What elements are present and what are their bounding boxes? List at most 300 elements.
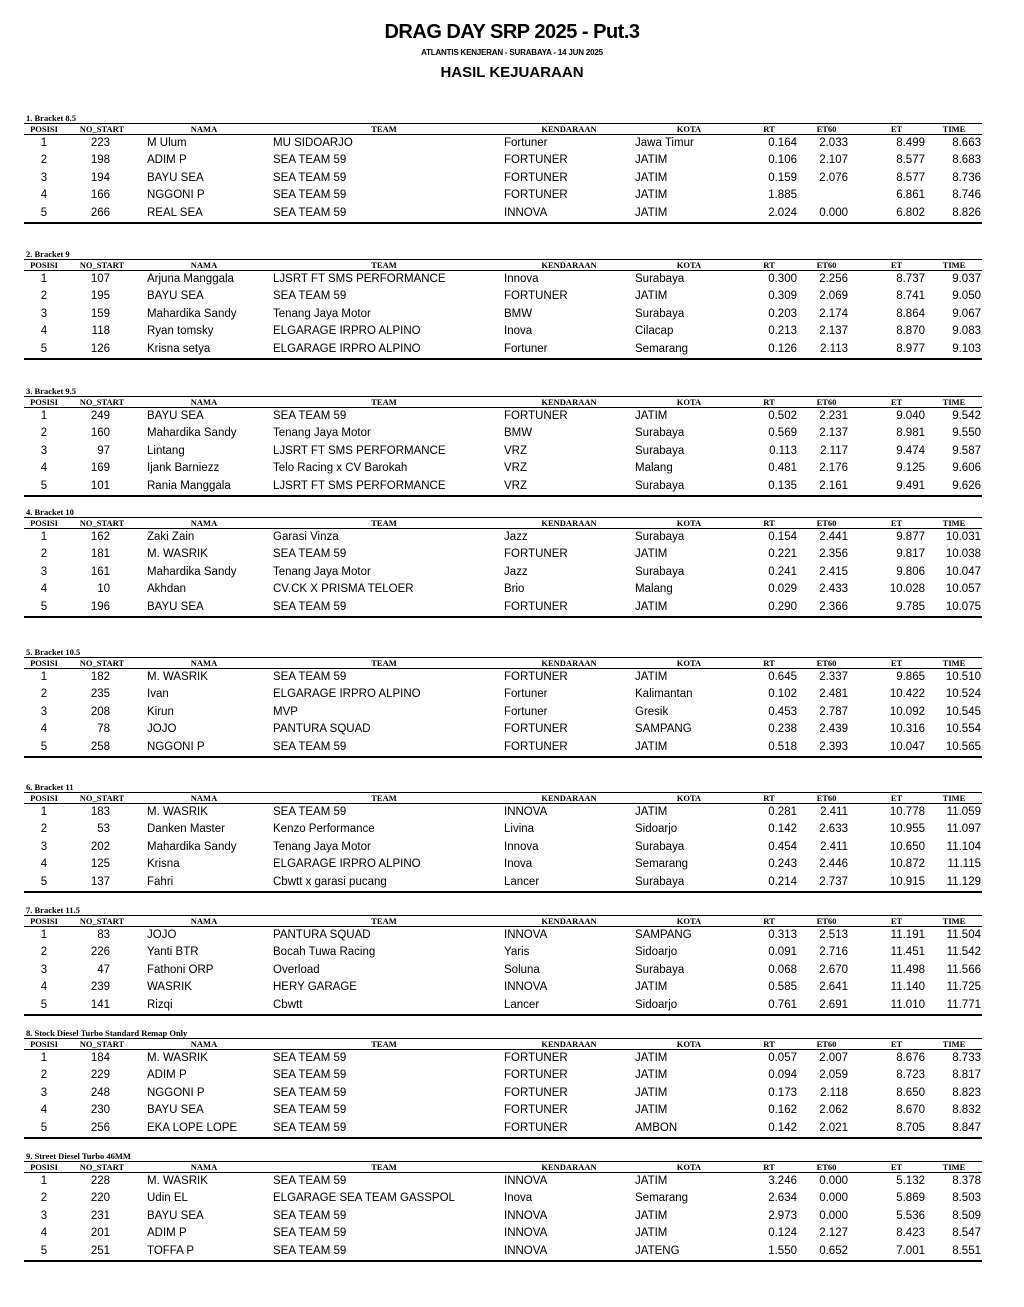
- table-row: [24, 944, 982, 961]
- header-city: KOTA: [676, 124, 702, 134]
- header-et60: ET60: [816, 916, 837, 926]
- cell-driver-name: BAYU SEA: [147, 171, 204, 184]
- cell-team: SEA TEAM 59: [273, 1052, 347, 1064]
- cell-elapsed-time: 8.705: [896, 1121, 925, 1134]
- table-row: [24, 927, 982, 944]
- cell-total-time: 11.566: [946, 963, 981, 976]
- cell-reaction-time: 3.246: [768, 1175, 797, 1187]
- cell-elapsed-time: 10.422: [889, 688, 925, 701]
- cell-start-number: 181: [90, 548, 110, 561]
- cell-city: JATIM: [635, 1104, 668, 1117]
- cell-driver-name: Ijank Barniezz: [147, 462, 220, 475]
- cell-city: Surabaya: [635, 273, 685, 285]
- cell-elapsed-time: 8.676: [896, 1052, 925, 1064]
- header-city: KOTA: [676, 518, 702, 528]
- cell-reaction-time: 0.238: [768, 723, 797, 736]
- cell-team: SEA TEAM 59: [273, 1086, 347, 1099]
- cell-team: LJSRT FT SMS PERFORMANCE: [273, 479, 446, 492]
- cell-elapsed-time: 11.010: [890, 998, 925, 1011]
- cell-start-number: 195: [90, 290, 110, 303]
- cell-et60: 2.161: [819, 479, 848, 492]
- cell-elapsed-time: 8.577: [896, 171, 925, 184]
- cell-team: SEA TEAM 59: [273, 740, 347, 753]
- cell-et60: 2.069: [819, 290, 848, 303]
- cell-et60: 2.737: [819, 875, 848, 888]
- table-row: [24, 460, 982, 477]
- cell-team: ELGARAGE SEA TEAM GASSPOL: [273, 1192, 455, 1205]
- table-row: [24, 135, 982, 152]
- cell-start-number: 183: [90, 806, 110, 818]
- cell-start-number: 101: [90, 479, 110, 492]
- cell-team: SEA TEAM 59: [273, 1209, 347, 1222]
- header-team: TEAM: [371, 397, 397, 407]
- header-reaction-time: RT: [763, 518, 775, 528]
- cell-total-time: 9.550: [952, 427, 981, 440]
- cell-start-number: 160: [90, 427, 110, 440]
- cell-position: 2: [40, 1192, 48, 1205]
- header-driver-name: NAMA: [190, 260, 218, 270]
- header-position: POSISI: [30, 1039, 58, 1049]
- cell-driver-name: M. WASRIK: [147, 671, 208, 683]
- cell-start-number: 226: [90, 946, 110, 959]
- cell-city: AMBON: [635, 1121, 678, 1134]
- page-title: DRAG DAY SRP 2025 - Put.3: [384, 21, 640, 43]
- header-total-time: TIME: [942, 260, 966, 270]
- table-row: [24, 1190, 982, 1207]
- cell-position: 3: [40, 565, 48, 578]
- cell-vehicle: Innova: [504, 840, 539, 853]
- cell-reaction-time: 0.159: [768, 171, 797, 184]
- cell-start-number: 194: [90, 171, 110, 184]
- header-et60: ET60: [816, 1162, 837, 1172]
- cell-city: JATIM: [635, 171, 668, 184]
- cell-start-number: 235: [90, 688, 110, 701]
- cell-team: PANTURA SQUAD: [273, 723, 371, 736]
- cell-total-time: 11.129: [946, 875, 981, 888]
- section-title: 6. Bracket 11: [26, 782, 74, 792]
- cell-vehicle: FORTUNER: [504, 189, 568, 202]
- cell-position: 3: [40, 705, 48, 718]
- cell-vehicle: Lancer: [504, 998, 540, 1011]
- section-title: 4. Bracket 10: [26, 507, 74, 517]
- section-title: 1. Bracket 8.5: [26, 113, 77, 123]
- table-bottom-rule: [24, 756, 982, 758]
- cell-total-time: 11.104: [946, 840, 981, 853]
- table-row: [24, 529, 982, 546]
- cell-start-number: 97: [97, 444, 110, 457]
- header-et60: ET60: [816, 658, 837, 668]
- cell-total-time: 11.771: [946, 998, 981, 1011]
- cell-team: CV.CK X PRISMA TELOER: [273, 583, 414, 596]
- cell-team: Garasi Vinza: [273, 531, 339, 543]
- cell-team: ELGARAGE IRPRO ALPINO: [273, 342, 421, 355]
- table-bottom-rule: [24, 1260, 982, 1262]
- cell-et60: 0.000: [819, 1175, 848, 1187]
- cell-reaction-time: 0.091: [768, 946, 797, 959]
- cell-start-number: 220: [90, 1192, 110, 1205]
- table-row: [24, 152, 982, 169]
- header-position: POSISI: [30, 518, 58, 528]
- cell-start-number: 231: [90, 1209, 110, 1222]
- table-bottom-rule: [24, 1137, 982, 1139]
- cell-reaction-time: 0.214: [768, 875, 797, 888]
- cell-start-number: 202: [90, 840, 110, 853]
- cell-vehicle: INNOVA: [504, 1244, 548, 1257]
- section-title: 8. Stock Diesel Turbo Standard Remap Only: [26, 1028, 188, 1038]
- table-bottom-rule: [24, 1014, 982, 1016]
- cell-position: 1: [40, 671, 48, 683]
- cell-reaction-time: 0.290: [768, 600, 797, 613]
- header-et60: ET60: [816, 518, 837, 528]
- cell-team: HERY GARAGE: [273, 981, 357, 994]
- cell-elapsed-time: 9.474: [896, 444, 925, 457]
- result-section: [24, 386, 982, 499]
- result-section: [24, 1151, 982, 1264]
- cell-city: Surabaya: [635, 307, 685, 320]
- cell-vehicle: Brio: [504, 583, 525, 596]
- cell-driver-name: NGGONI P: [147, 1086, 205, 1099]
- header-total-time: TIME: [942, 916, 966, 926]
- cell-total-time: 10.524: [945, 688, 981, 701]
- cell-vehicle: INNOVA: [504, 1227, 548, 1240]
- header-total-time: TIME: [942, 658, 966, 668]
- cell-et60: 2.513: [819, 929, 848, 941]
- cell-et60: 2.137: [819, 325, 848, 338]
- cell-elapsed-time: 9.817: [896, 548, 925, 561]
- cell-start-number: 251: [90, 1244, 110, 1257]
- table-row: [24, 704, 982, 721]
- header-et60: ET60: [816, 124, 837, 134]
- cell-city: Surabaya: [635, 565, 685, 578]
- cell-driver-name: REAL SEA: [147, 206, 203, 219]
- cell-elapsed-time: 10.047: [889, 740, 925, 753]
- cell-driver-name: NGGONI P: [147, 189, 205, 202]
- cell-et60: 2.691: [819, 998, 848, 1011]
- cell-start-number: 141: [90, 998, 110, 1011]
- cell-total-time: 9.606: [952, 462, 981, 475]
- table-header: [24, 792, 982, 804]
- cell-driver-name: WASRIK: [147, 981, 192, 994]
- table-row: [24, 821, 982, 838]
- cell-team: SEA TEAM 59: [273, 171, 347, 184]
- cell-elapsed-time: 11.498: [890, 963, 925, 976]
- cell-city: Semarang: [635, 342, 689, 355]
- table-row: [24, 1067, 982, 1084]
- cell-start-number: 266: [90, 206, 110, 219]
- cell-elapsed-time: 8.650: [896, 1086, 925, 1099]
- header-start-number: NO_START: [79, 124, 125, 134]
- cell-et60: 2.231: [819, 410, 848, 422]
- cell-total-time: 8.847: [952, 1121, 981, 1134]
- header-reaction-time: RT: [763, 916, 775, 926]
- cell-total-time: 8.826: [952, 206, 981, 219]
- cell-total-time: 8.509: [952, 1209, 981, 1222]
- cell-reaction-time: 0.453: [768, 705, 797, 718]
- cell-et60: 2.137: [819, 427, 848, 440]
- cell-position: 5: [40, 342, 48, 355]
- cell-reaction-time: 2.634: [768, 1192, 797, 1205]
- cell-team: SEA TEAM 59: [273, 189, 347, 202]
- cell-reaction-time: 0.124: [768, 1227, 797, 1240]
- cell-reaction-time: 0.313: [768, 929, 797, 941]
- cell-start-number: 161: [90, 565, 110, 578]
- cell-start-number: 137: [90, 875, 110, 888]
- cell-reaction-time: 2.973: [768, 1209, 797, 1222]
- cell-total-time: 8.547: [952, 1227, 981, 1240]
- cell-position: 2: [40, 290, 48, 303]
- cell-et60: 2.033: [819, 137, 848, 149]
- header-reaction-time: RT: [763, 658, 775, 668]
- cell-elapsed-time: 6.861: [896, 189, 925, 202]
- header-elapsed-time: ET: [890, 1039, 903, 1049]
- cell-vehicle: BMW: [504, 427, 533, 440]
- cell-start-number: 107: [90, 273, 110, 285]
- section-title: 7. Bracket 11.5: [26, 905, 80, 915]
- header-start-number: NO_START: [79, 1162, 125, 1172]
- cell-elapsed-time: 9.806: [896, 565, 925, 578]
- cell-elapsed-time: 10.778: [889, 806, 925, 818]
- result-section: [24, 113, 982, 226]
- cell-team: SEA TEAM 59: [273, 1227, 347, 1240]
- cell-start-number: 229: [90, 1069, 110, 1082]
- cell-start-number: 10: [97, 583, 110, 596]
- cell-driver-name: Udin EL: [147, 1192, 188, 1205]
- header-total-time: TIME: [942, 793, 966, 803]
- cell-position: 2: [40, 946, 48, 959]
- cell-position: 4: [40, 981, 48, 994]
- cell-et60: 2.062: [819, 1104, 848, 1117]
- table-row: [24, 564, 982, 581]
- cell-team: SEA TEAM 59: [273, 1175, 347, 1187]
- cell-position: 5: [40, 206, 48, 219]
- cell-city: JATIM: [635, 1069, 668, 1082]
- cell-team: LJSRT FT SMS PERFORMANCE: [273, 444, 446, 457]
- header-team: TEAM: [371, 793, 397, 803]
- cell-elapsed-time: 10.872: [889, 858, 925, 871]
- cell-city: JATIM: [635, 981, 668, 994]
- header-total-time: TIME: [942, 124, 966, 134]
- cell-start-number: 239: [90, 981, 110, 994]
- header-start-number: NO_START: [79, 658, 125, 668]
- cell-city: Surabaya: [635, 479, 685, 492]
- cell-driver-name: Fahri: [147, 875, 174, 888]
- cell-start-number: 166: [90, 189, 110, 202]
- cell-team: Cbwtt x garasi pucang: [273, 875, 387, 888]
- cell-reaction-time: 0.162: [768, 1104, 797, 1117]
- cell-elapsed-time: 9.040: [896, 410, 925, 422]
- cell-reaction-time: 0.213: [768, 325, 797, 338]
- cell-vehicle: FORTUNER: [504, 1104, 568, 1117]
- cell-reaction-time: 0.481: [768, 462, 797, 475]
- cell-total-time: 10.554: [945, 723, 981, 736]
- cell-position: 3: [40, 444, 48, 457]
- cell-driver-name: Akhdan: [147, 583, 187, 596]
- cell-driver-name: M. WASRIK: [147, 548, 208, 561]
- cell-position: 3: [40, 840, 48, 853]
- cell-city: JATIM: [635, 1052, 668, 1064]
- cell-start-number: 126: [90, 342, 110, 355]
- header-reaction-time: RT: [763, 397, 775, 407]
- cell-total-time: 8.378: [952, 1175, 981, 1187]
- header-city: KOTA: [676, 1162, 702, 1172]
- cell-total-time: 10.545: [945, 705, 981, 718]
- cell-city: Malang: [635, 583, 673, 596]
- header-position: POSISI: [30, 1162, 58, 1172]
- cell-total-time: 11.059: [946, 806, 981, 818]
- cell-position: 4: [40, 189, 48, 202]
- cell-et60: 2.670: [819, 963, 848, 976]
- header-elapsed-time: ET: [890, 260, 903, 270]
- cell-reaction-time: 0.164: [768, 137, 797, 149]
- cell-vehicle: Fortuner: [504, 688, 548, 701]
- table-row: [24, 546, 982, 563]
- header-driver-name: NAMA: [190, 1039, 218, 1049]
- table-row: [24, 804, 982, 821]
- cell-et60: 0.000: [819, 206, 848, 219]
- cell-reaction-time: 0.569: [768, 427, 797, 440]
- cell-elapsed-time: 10.316: [889, 723, 925, 736]
- cell-city: JATIM: [635, 1086, 668, 1099]
- cell-city: Surabaya: [635, 531, 685, 543]
- cell-elapsed-time: 5.869: [896, 1192, 925, 1205]
- cell-team: Tenang Jaya Motor: [273, 307, 371, 320]
- table-row: [24, 271, 982, 288]
- cell-team: SEA TEAM 59: [273, 206, 347, 219]
- cell-start-number: 249: [90, 410, 110, 422]
- cell-et60: 2.007: [819, 1052, 848, 1064]
- cell-reaction-time: 0.241: [768, 565, 797, 578]
- cell-et60: 0.000: [819, 1192, 848, 1205]
- cell-reaction-time: 0.454: [768, 840, 797, 853]
- header-driver-name: NAMA: [190, 397, 218, 407]
- header-position: POSISI: [30, 124, 58, 134]
- cell-driver-name: Krisna: [147, 858, 180, 871]
- header-city: KOTA: [676, 1039, 702, 1049]
- cell-city: SAMPANG: [635, 723, 692, 736]
- cell-et60: 2.059: [819, 1069, 848, 1082]
- cell-reaction-time: 0.309: [768, 290, 797, 303]
- cell-driver-name: BAYU SEA: [147, 1209, 204, 1222]
- cell-start-number: 118: [91, 325, 110, 338]
- cell-et60: 2.787: [819, 705, 848, 718]
- section-title: 2. Bracket 9: [26, 249, 70, 259]
- cell-position: 1: [40, 806, 48, 818]
- cell-team: SEA TEAM 59: [273, 1121, 347, 1134]
- cell-position: 3: [40, 307, 48, 320]
- header-vehicle: KENDARAAN: [541, 793, 597, 803]
- cell-elapsed-time: 9.877: [896, 531, 925, 543]
- cell-total-time: 11.725: [946, 981, 981, 994]
- cell-vehicle: Livina: [504, 823, 535, 836]
- cell-city: Gresik: [635, 705, 669, 718]
- cell-vehicle: FORTUNER: [504, 600, 568, 613]
- cell-total-time: 9.037: [952, 273, 981, 285]
- cell-position: 5: [40, 1121, 48, 1134]
- header-team: TEAM: [371, 518, 397, 528]
- cell-total-time: 11.504: [946, 929, 981, 941]
- cell-total-time: 9.103: [952, 342, 981, 355]
- cell-elapsed-time: 8.723: [896, 1069, 925, 1082]
- header-position: POSISI: [30, 658, 58, 668]
- cell-driver-name: M. WASRIK: [147, 1052, 208, 1064]
- cell-position: 5: [40, 998, 48, 1011]
- cell-vehicle: FORTUNER: [504, 154, 568, 167]
- cell-vehicle: VRZ: [504, 462, 527, 475]
- cell-team: Overload: [273, 963, 320, 976]
- header-city: KOTA: [676, 397, 702, 407]
- cell-start-number: 125: [90, 858, 110, 871]
- header-position: POSISI: [30, 397, 58, 407]
- header-et60: ET60: [816, 397, 837, 407]
- cell-total-time: 10.510: [945, 671, 981, 683]
- cell-elapsed-time: 11.191: [890, 929, 925, 941]
- cell-total-time: 10.075: [945, 600, 981, 613]
- cell-elapsed-time: 7.001: [896, 1244, 925, 1257]
- table-bottom-rule: [24, 222, 982, 224]
- cell-reaction-time: 0.142: [768, 823, 797, 836]
- cell-total-time: 9.050: [952, 290, 981, 303]
- cell-vehicle: Inova: [504, 858, 533, 871]
- cell-start-number: 223: [90, 137, 110, 149]
- cell-position: 1: [40, 273, 48, 285]
- cell-city: Surabaya: [635, 963, 685, 976]
- header-city: KOTA: [676, 916, 702, 926]
- table-row: [24, 205, 982, 222]
- cell-team: SEA TEAM 59: [273, 410, 347, 422]
- header-reaction-time: RT: [763, 260, 775, 270]
- cell-city: Semarang: [635, 858, 689, 871]
- cell-position: 3: [40, 1209, 48, 1222]
- cell-vehicle: FORTUNER: [504, 548, 568, 561]
- cell-total-time: 10.038: [945, 548, 981, 561]
- cell-driver-name: TOFFA P: [147, 1244, 195, 1257]
- cell-team: Bocah Tuwa Racing: [273, 946, 376, 959]
- cell-reaction-time: 0.221: [768, 548, 797, 561]
- cell-reaction-time: 0.243: [768, 858, 797, 871]
- cell-vehicle: VRZ: [504, 479, 527, 492]
- cell-team: MVP: [273, 705, 298, 718]
- cell-vehicle: INNOVA: [504, 1175, 548, 1187]
- table-row: [24, 856, 982, 873]
- cell-city: Semarang: [635, 1192, 689, 1205]
- result-section: [24, 507, 982, 620]
- cell-elapsed-time: 8.864: [896, 307, 925, 320]
- cell-total-time: 10.031: [945, 531, 981, 543]
- cell-team: ELGARAGE IRPRO ALPINO: [273, 858, 421, 871]
- cell-et60: 2.411: [820, 840, 848, 853]
- table-header: [24, 396, 982, 408]
- cell-et60: 2.633: [819, 823, 848, 836]
- header-team: TEAM: [371, 1039, 397, 1049]
- cell-team: Telo Racing x CV Barokah: [273, 462, 408, 475]
- cell-elapsed-time: 6.802: [896, 206, 925, 219]
- cell-position: 3: [40, 963, 48, 976]
- cell-vehicle: Innova: [504, 273, 539, 285]
- cell-total-time: 9.626: [952, 479, 981, 492]
- cell-et60: 2.411: [820, 806, 848, 818]
- cell-et60: 2.393: [819, 740, 848, 753]
- cell-driver-name: Mahardika Sandy: [147, 840, 237, 853]
- cell-elapsed-time: 11.451: [890, 946, 925, 959]
- cell-et60: 2.174: [819, 307, 848, 320]
- cell-driver-name: Zaki Zain: [147, 531, 195, 543]
- cell-et60: 2.127: [819, 1227, 848, 1240]
- cell-et60: 2.441: [819, 531, 848, 543]
- cell-driver-name: BAYU SEA: [147, 1104, 204, 1117]
- cell-et60: 2.118: [820, 1086, 848, 1099]
- header-elapsed-time: ET: [890, 518, 903, 528]
- cell-position: 4: [40, 1227, 48, 1240]
